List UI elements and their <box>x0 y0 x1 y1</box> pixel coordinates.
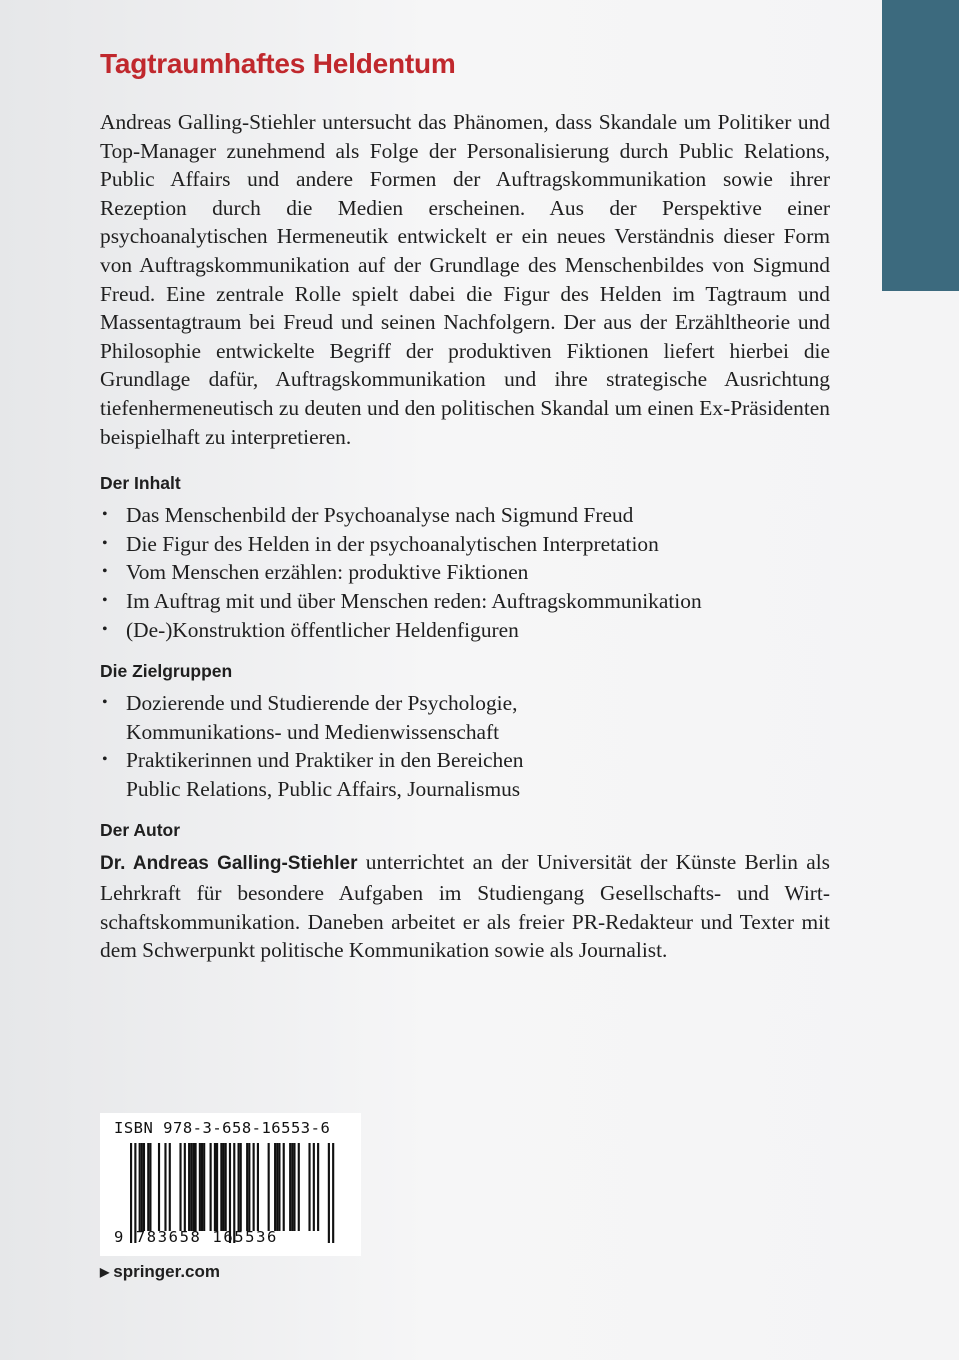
barcode-bar <box>214 1143 216 1231</box>
zielgruppen-list <box>100 689 570 803</box>
author-bio: unterrichtet an der Universität der Künste Berlin als Lehrkraft für besondere Aufgaben im Studiengang Gesellschafts- und Wirtschaftskommunikation. Daneben arbeitet er als freier PR-Redakteur und Texter mit dem Schwerpunkt politische Kommunikation sowie als Journalist. <box>100 850 830 963</box>
barcode-bar <box>291 1143 293 1231</box>
barcode-bar <box>201 1143 203 1231</box>
barcode-bar <box>199 1143 201 1231</box>
barcode-bar <box>308 1143 310 1231</box>
barcode-bar <box>179 1143 181 1231</box>
ean-digits: 9 783658 165536 <box>114 1228 278 1246</box>
publisher-link-text: springer.com <box>113 1262 220 1281</box>
bullet-icon: • <box>102 591 108 609</box>
barcode-bar <box>158 1143 160 1231</box>
barcode-bar <box>164 1143 166 1231</box>
barcode-bar <box>240 1143 242 1231</box>
section-heading-autor: Der Autor <box>100 820 181 841</box>
accent-bar <box>882 0 959 291</box>
barcode-bar <box>283 1143 285 1231</box>
bullet-icon: • <box>102 694 108 712</box>
barcode-bar <box>143 1143 145 1231</box>
section-heading-zielgruppen: Die Zielgruppen <box>100 661 233 682</box>
back-cover-content <box>100 44 830 965</box>
bullet-icon: • <box>102 563 108 581</box>
bullet-icon: • <box>102 506 108 524</box>
list-item: • Dozierende und Studierende der Psychologie, Kommunikations- und Medienwissenschaft <box>102 691 518 744</box>
barcode-bar <box>253 1143 255 1231</box>
section-heading-inhalt: Der Inhalt <box>100 473 181 494</box>
barcode-bar <box>246 1143 248 1231</box>
barcode-bar <box>184 1143 186 1231</box>
publisher-link[interactable] <box>100 1262 220 1282</box>
barcode-bar <box>257 1143 259 1231</box>
isbn-barcode <box>100 1113 361 1256</box>
barcode-bar <box>188 1143 190 1231</box>
list-item: • Das Menschenbild der Psychoanalyse nach Sigmund Freud <box>100 501 830 530</box>
list-item: • Die Figur des Helden in der psychoanalytischen Interpretation <box>100 530 830 559</box>
author-paragraph <box>100 848 830 964</box>
barcode-bar <box>190 1143 192 1231</box>
barcode-bar <box>313 1143 315 1231</box>
bullet-icon: • <box>102 534 108 552</box>
list-item: • Praktikerinnen und Praktiker in den Bereichen Public Relations, Public Affairs, Journalismus <box>102 748 524 801</box>
intro-paragraph: Andreas Galling-Stiehler untersucht das Phänomen, dass Skandale um Politiker und Top-Manager zunehmend als Folge der Personalisierung durch Public Relations, Public Affairs und andere Formen der Auftragskommunikation sowie ihrer Rezeption durch die Medien erscheinen. Aus der Perspektive einer psychoanalytischen Hermeneutik entwickelt er ein neues Verständnis dieser Form von Auftragskommunikation auf der Grundlage des Menschenbildes von Sigmund Freud. Eine zentrale Rolle spielt dabei die Figur des Helden im Tagtraum und Massentagtraum bei Freud und seinen Nachfolgern. Der aus der Erzähltheorie und Philosophie entwickelte Begriff der produktiven Fiktionen liefert hierbei die Grundlage dafür, Auftragskommunikation und ihre strategische Ausrichtung tiefenhermeneutisch zu deuten und den politischen Skandal um einen Ex-Präsidenten beispielhaft zu interpretieren. <box>100 110 830 449</box>
book-title: Tagtraumhaftes Heldentum <box>100 48 456 79</box>
barcode-bar <box>289 1143 291 1231</box>
triangle-right-icon: ▶ <box>100 1265 110 1279</box>
bullet-icon: • <box>102 751 108 769</box>
barcode-bar <box>278 1143 280 1231</box>
author-name: Dr. Andreas Galling-Stiehler <box>100 853 358 875</box>
barcode-bar <box>248 1143 250 1231</box>
barcode-bar <box>210 1143 212 1231</box>
barcode-bar <box>216 1143 218 1231</box>
barcode-bar <box>149 1143 151 1231</box>
barcode-bar <box>141 1143 143 1231</box>
list-item: • (De-)Konstruktion öffentlicher Heldenfiguren <box>100 616 830 645</box>
barcode-bar <box>139 1143 141 1231</box>
barcode-bar <box>317 1143 319 1231</box>
barcode-bar <box>238 1143 240 1231</box>
barcode-bar <box>222 1143 224 1231</box>
barcode-bar <box>274 1143 276 1231</box>
barcode-bar <box>169 1143 171 1231</box>
barcode-bar <box>276 1143 278 1231</box>
bullet-icon: • <box>102 620 108 638</box>
barcode-bar <box>192 1143 194 1231</box>
list-item: • Im Auftrag mit und über Menschen reden: Auftragskommunikation <box>100 587 830 616</box>
list-item: • Vom Menschen erzählen: produktive Fiktionen <box>100 558 830 587</box>
barcode-bar <box>225 1143 227 1231</box>
barcode-bar <box>195 1143 197 1231</box>
inhalt-list <box>100 501 830 644</box>
barcode-bar <box>203 1143 205 1231</box>
isbn-label: ISBN 978-3-658-16553-6 <box>114 1119 331 1137</box>
barcode-bar <box>220 1143 222 1231</box>
barcode-bar <box>298 1143 300 1231</box>
barcode-bar <box>147 1143 149 1231</box>
barcode-bar <box>268 1143 270 1231</box>
barcode-bar <box>293 1143 295 1231</box>
